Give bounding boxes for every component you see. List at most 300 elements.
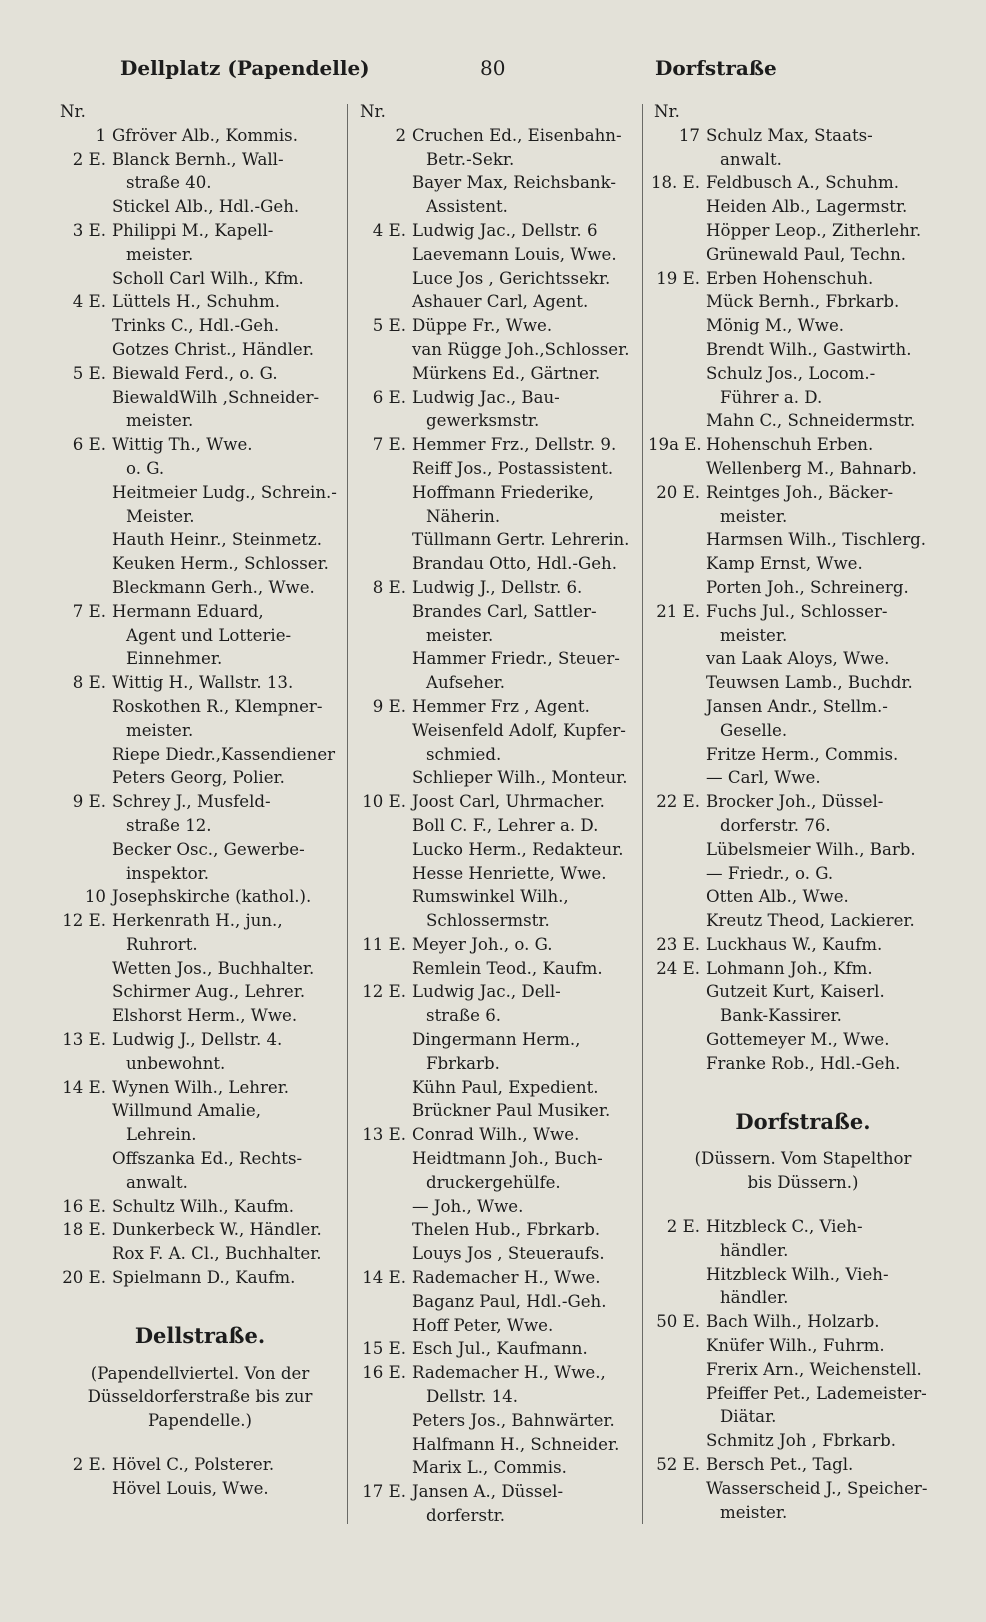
house-number (354, 1076, 412, 1100)
house-number: 24 E. (656, 958, 700, 978)
resident-line-continued: Aufseher. (426, 673, 506, 693)
resident-text (412, 1242, 640, 1266)
resident-line-continued: gewerksmstr. (426, 411, 540, 431)
resident-text (412, 1099, 640, 1123)
resident-line: Wittig Th., Wwe. (112, 435, 253, 455)
resident-line: Herkenrath H., jun., (112, 911, 283, 931)
resident-text (112, 552, 346, 576)
resident-text (112, 1147, 346, 1195)
directory-entry (648, 433, 958, 457)
directory-entry (354, 980, 640, 1028)
resident-text (112, 790, 346, 838)
resident-line: Peters Georg, Polier. (112, 768, 285, 788)
resident-line: Jansen Andr., Stellm.- (706, 696, 888, 716)
resident-line: Brandes Carl, Sattler- (412, 601, 597, 621)
directory-entry (354, 933, 640, 957)
resident-line: Wetten Jos., Buchhalter. (112, 958, 315, 978)
directory-entry (354, 719, 640, 767)
house-number (648, 1477, 706, 1525)
resident-text (412, 267, 640, 291)
resident-line-continued: unbewohnt. (126, 1053, 226, 1073)
house-number (354, 1290, 412, 1314)
resident-text (412, 362, 640, 386)
directory-entry (648, 362, 958, 410)
resident-text (412, 980, 640, 1028)
resident-text (706, 409, 958, 433)
resident-text (706, 481, 958, 529)
house-number (648, 862, 706, 886)
house-number: 10 E. (362, 792, 406, 812)
resident-line: Ashauer Carl, Agent. (412, 292, 589, 312)
house-number (54, 766, 112, 790)
resident-text (412, 1123, 640, 1147)
house-number: 4 E. (372, 220, 406, 240)
directory-entry (648, 862, 958, 886)
resident-line: Hövel C., Polsterer. (112, 1455, 275, 1475)
resident-line: Josephskirche (kathol.). (112, 887, 312, 907)
resident-text (706, 219, 958, 243)
directory-entry (54, 552, 346, 576)
directory-entry (354, 433, 640, 457)
resident-line: Hesse Henriette, Wwe. (412, 863, 607, 883)
directory-entry (54, 790, 346, 838)
house-number (648, 362, 706, 410)
house-number (54, 314, 112, 338)
column-divider (642, 104, 643, 1524)
resident-line: Brandau Otto, Hdl.-Geh. (412, 554, 617, 574)
section-note-line: bis Düssern.) (747, 1173, 859, 1193)
house-number (354, 481, 412, 529)
directory-entry (54, 528, 346, 552)
directory-entry (354, 814, 640, 838)
house-number (354, 814, 412, 838)
resident-text (412, 1314, 640, 1338)
column-divider (347, 104, 348, 1524)
resident-text (412, 600, 640, 648)
resident-line: Stickel Alb., Hdl.-Geh. (112, 197, 300, 217)
directory-entry (648, 481, 958, 529)
house-number: 6 E. (372, 387, 406, 407)
resident-text (112, 1099, 346, 1147)
house-number: 12 E. (62, 911, 106, 931)
resident-line-continued: Näherin. (426, 506, 501, 526)
directory-entry (648, 1382, 958, 1430)
resident-line-continued: druckergehülfe. (426, 1172, 561, 1192)
resident-text (706, 957, 958, 981)
house-number (354, 1456, 412, 1480)
house-number: 7 E. (72, 601, 106, 621)
directory-entry (354, 576, 640, 600)
resident-text (112, 195, 346, 219)
directory-entry (354, 1123, 640, 1147)
entry-list (54, 124, 346, 1290)
resident-text (706, 1052, 958, 1076)
house-number: 2 E. (72, 149, 106, 169)
house-number: 2 E. (666, 1217, 700, 1237)
resident-line-continued: händler. (720, 1288, 789, 1308)
resident-line: Cruchen Ed., Eisenbahn- (412, 125, 622, 145)
resident-line: Schmitz Joh , Fbrkarb. (706, 1431, 897, 1451)
directory-entry (354, 1028, 640, 1076)
resident-line-continued: o. G. (126, 458, 165, 478)
house-number: 17 (678, 125, 700, 145)
directory-entry (54, 885, 346, 909)
resident-line: Boll C. F., Lehrer a. D. (412, 815, 599, 835)
resident-text (706, 1310, 958, 1334)
directory-entry (54, 838, 346, 886)
resident-line: Porten Joh., Schreinerg. (706, 577, 909, 597)
resident-text (112, 124, 346, 148)
resident-line: Hauth Heinr., Steinmetz. (112, 530, 322, 550)
resident-line: Wittig H., Wallstr. 13. (112, 673, 294, 693)
house-number (648, 1358, 706, 1382)
resident-line: — Carl, Wwe. (706, 768, 821, 788)
resident-line: Gotzes Christ., Händler. (112, 339, 315, 359)
resident-text (112, 290, 346, 314)
resident-line: Roskothen R., Klempner- (112, 696, 323, 716)
house-number (648, 647, 706, 671)
directory-entry (648, 457, 958, 481)
resident-text (706, 862, 958, 886)
resident-line: Biewald Ferd., o. G. (112, 363, 278, 383)
resident-line-continued: meister. (720, 506, 788, 526)
directory-entry (354, 862, 640, 886)
resident-text (706, 671, 958, 695)
directory-entry (54, 1242, 346, 1266)
directory-entry (354, 1480, 640, 1528)
directory-entry (354, 528, 640, 552)
resident-line-continued: Schlossermstr. (426, 911, 550, 931)
house-number (648, 695, 706, 743)
resident-line: Dingermann Herm., (412, 1030, 581, 1050)
resident-text (412, 1290, 640, 1314)
resident-line: Heiden Alb., Lagermstr. (706, 197, 908, 217)
resident-line: Philippi M., Kapell- (112, 220, 274, 240)
house-number (648, 552, 706, 576)
house-number: 2 (395, 125, 406, 145)
resident-text (706, 647, 958, 671)
resident-text (706, 362, 958, 410)
directory-entry (54, 386, 346, 434)
house-number (354, 362, 412, 386)
resident-text (706, 552, 958, 576)
house-number (54, 481, 112, 529)
resident-text (706, 695, 958, 743)
resident-text (706, 1477, 958, 1525)
directory-entry (54, 481, 346, 529)
house-number (354, 1314, 412, 1338)
directory-entry (354, 885, 640, 933)
house-number (648, 409, 706, 433)
directory-entry (648, 1334, 958, 1358)
resident-line-continued: Fbrkarb. (426, 1053, 500, 1073)
house-number (54, 838, 112, 886)
house-number (354, 647, 412, 695)
house-number (648, 1334, 706, 1358)
resident-line-continued: dorferstr. 76. (720, 815, 831, 835)
resident-line-continued: straße 40. (126, 173, 212, 193)
resident-line-continued: Dellstr. 14. (426, 1387, 518, 1407)
resident-text (412, 219, 640, 243)
house-number: 20 E. (62, 1268, 106, 1288)
nr-label: Nr. (654, 102, 680, 121)
nr-label: Nr. (360, 102, 386, 121)
resident-text (412, 528, 640, 552)
resident-line: Frerix Arn., Weichenstell. (706, 1359, 922, 1379)
resident-line: Louys Jos , Steueraufs. (412, 1244, 605, 1264)
resident-line: Bersch Pet., Tagl. (706, 1455, 854, 1475)
resident-text (412, 1076, 640, 1100)
resident-text (706, 290, 958, 314)
house-number: 8 E. (372, 577, 406, 597)
directory-entry (648, 409, 958, 433)
resident-line: Feldbusch A., Schuhm. (706, 173, 899, 193)
resident-line: Hövel Louis, Wwe. (112, 1478, 269, 1498)
resident-line: Brückner Paul Musiker. (412, 1101, 611, 1121)
resident-line: Kamp Ernst, Wwe. (706, 554, 863, 574)
resident-text (706, 243, 958, 267)
resident-line: — Friedr., o. G. (706, 863, 834, 883)
resident-text (706, 1358, 958, 1382)
house-number (648, 1382, 706, 1430)
directory-entry (354, 124, 640, 172)
house-number (354, 267, 412, 291)
house-number (648, 838, 706, 862)
directory-entry (354, 790, 640, 814)
section-note (648, 1147, 958, 1195)
resident-text (112, 386, 346, 434)
resident-line: Hohenschuh Erben. (706, 435, 874, 455)
house-number (354, 1409, 412, 1433)
directory-entry (54, 671, 346, 695)
resident-text (412, 1409, 640, 1433)
resident-line-continued: straße 12. (126, 815, 212, 835)
resident-line: Joost Carl, Uhrmacher. (412, 792, 605, 812)
directory-entry (54, 1099, 346, 1147)
resident-text (412, 933, 640, 957)
house-number (354, 1433, 412, 1457)
directory-entry (648, 1358, 958, 1382)
house-number: 22 E. (656, 792, 700, 812)
resident-line: Lucko Herm., Redakteur. (412, 839, 624, 859)
resident-line: Dunkerbeck W., Händler. (112, 1220, 322, 1240)
house-number: 5 E. (372, 316, 406, 336)
resident-text (112, 885, 346, 909)
resident-text (412, 695, 640, 719)
house-number (648, 576, 706, 600)
directory-entry (648, 838, 958, 862)
directory-entry (54, 314, 346, 338)
resident-text (706, 171, 958, 195)
directory-entry (648, 790, 958, 838)
resident-text (112, 148, 346, 196)
resident-line: Kühn Paul, Expedient. (412, 1077, 599, 1097)
house-number: 14 E. (362, 1268, 406, 1288)
house-number (54, 743, 112, 767)
entry-list (54, 1453, 346, 1501)
resident-text (706, 314, 958, 338)
resident-line: Wynen Wilh., Lehrer. (112, 1077, 290, 1097)
resident-line: Spielmann D., Kaufm. (112, 1268, 296, 1288)
resident-line: Meyer Joh., o. G. (412, 934, 553, 954)
directory-entry (54, 338, 346, 362)
resident-text (706, 124, 958, 172)
section-note-line: Düsseldorferstraße bis zur (87, 1387, 313, 1407)
resident-text (412, 481, 640, 529)
resident-line: Hitzbleck C., Vieh- (706, 1217, 863, 1237)
resident-line: Schlieper Wilh., Monteur. (412, 768, 628, 788)
resident-text (412, 1456, 640, 1480)
resident-text (412, 647, 640, 695)
directory-entry (648, 766, 958, 790)
house-number: 19a E. (648, 435, 702, 455)
house-number: 23 E. (656, 934, 700, 954)
house-number (648, 219, 706, 243)
directory-entry (54, 1076, 346, 1100)
house-number: 18. E. (650, 173, 700, 193)
resident-line: Offszanka Ed., Rechts- (112, 1149, 303, 1169)
directory-entry (54, 124, 346, 148)
resident-text (112, 267, 346, 291)
directory-entry (354, 362, 640, 386)
resident-text (706, 933, 958, 957)
section-note-line: (Düssern. Vom Stapelthor (694, 1149, 912, 1169)
resident-line: Wasserscheid J., Speicher- (706, 1478, 928, 1498)
directory-entry (54, 576, 346, 600)
resident-line: Gutzeit Kurt, Kaiserl. (706, 982, 885, 1002)
entry-list (354, 124, 640, 1528)
resident-text (112, 766, 346, 790)
directory-entry (354, 290, 640, 314)
directory-entry (54, 957, 346, 981)
directory-entry (648, 743, 958, 767)
header-right: Dorfstraße (655, 56, 777, 80)
directory-entry (648, 1215, 958, 1263)
resident-line: Trinks C., Hdl.-Geh. (112, 316, 280, 336)
resident-line: Schulz Jos., Locom.- (706, 363, 876, 383)
resident-text (112, 1195, 346, 1219)
resident-line-continued: anwalt. (720, 149, 782, 169)
resident-text (112, 481, 346, 529)
directory-entry (54, 1453, 346, 1477)
house-number: 9 E. (372, 696, 406, 716)
resident-line-continued: meister. (126, 720, 194, 740)
running-header (60, 56, 960, 86)
resident-line: Hoff Peter, Wwe. (412, 1315, 554, 1335)
resident-line-continued: Meister. (126, 506, 195, 526)
resident-text (112, 1477, 346, 1501)
house-number: 9 E. (72, 792, 106, 812)
house-number (54, 695, 112, 743)
resident-line: Lohmann Joh., Kfm. (706, 958, 873, 978)
resident-line-continued: inspektor. (126, 863, 210, 883)
resident-text (412, 862, 640, 886)
resident-text (706, 433, 958, 457)
house-number: 13 E. (362, 1125, 406, 1145)
directory-entry (648, 552, 958, 576)
resident-text (112, 600, 346, 671)
resident-text (412, 766, 640, 790)
resident-line: Peters Jos., Bahnwärter. (412, 1410, 615, 1430)
house-number (648, 1263, 706, 1311)
resident-line: Otten Alb., Wwe. (706, 887, 849, 907)
directory-entry (648, 338, 958, 362)
resident-line: Laevemann Louis, Wwe. (412, 244, 617, 264)
resident-text (412, 1147, 640, 1195)
house-number (54, 552, 112, 576)
house-number (354, 290, 412, 314)
resident-text (412, 838, 640, 862)
resident-line: Rumswinkel Wilh., (412, 887, 569, 907)
directory-entry (354, 171, 640, 219)
entry-list (648, 1215, 958, 1524)
house-number (354, 457, 412, 481)
house-number (648, 743, 706, 767)
directory-entry (648, 576, 958, 600)
resident-line: Höpper Leop., Zitherlehr. (706, 220, 922, 240)
house-number (354, 766, 412, 790)
directory-entry (354, 1433, 640, 1457)
resident-line-continued: anwalt. (126, 1172, 188, 1192)
house-number (54, 980, 112, 1004)
resident-text (706, 1453, 958, 1477)
section-title: Dellstraße. (134, 1322, 266, 1348)
directory-entry (354, 1456, 640, 1480)
directory-entry (354, 600, 640, 648)
resident-line: Baganz Paul, Hdl.-Geh. (412, 1291, 607, 1311)
directory-entry (54, 695, 346, 743)
resident-text (706, 600, 958, 648)
house-number (54, 1004, 112, 1028)
directory-entry (54, 980, 346, 1004)
resident-line-continued: straße 6. (426, 1006, 502, 1026)
house-number (648, 528, 706, 552)
resident-text (706, 1334, 958, 1358)
house-number (54, 1147, 112, 1195)
house-number (354, 338, 412, 362)
directory-entry (354, 386, 640, 434)
directory-entry (648, 1477, 958, 1525)
resident-text (706, 980, 958, 1028)
resident-line-continued: Betr.-Sekr. (426, 149, 515, 169)
resident-line: Erben Hohenschuh. (706, 268, 874, 288)
directory-entry (54, 1147, 346, 1195)
directory-entry (648, 671, 958, 695)
resident-line: Ludwig Jac., Dellstr. 6 (412, 220, 598, 240)
resident-text (412, 386, 640, 434)
directory-entry (54, 600, 346, 671)
resident-line-continued: Einnehmer. (126, 649, 223, 669)
directory-entry (354, 1147, 640, 1195)
section-note-line: Papendelle.) (147, 1411, 253, 1431)
directory-entry (354, 766, 640, 790)
house-number (648, 1429, 706, 1453)
resident-text (706, 885, 958, 909)
resident-text (412, 814, 640, 838)
resident-line: Fuchs Jul., Schlosser- (706, 601, 888, 621)
directory-entry (54, 1477, 346, 1501)
directory-entry (354, 1218, 640, 1242)
resident-text (706, 1263, 958, 1311)
resident-line-continued: Führer a. D. (720, 387, 823, 407)
house-number (54, 957, 112, 981)
resident-line: van Laak Aloys, Wwe. (706, 649, 890, 669)
resident-text (112, 743, 346, 767)
resident-line-continued: Agent und Lotterie- (126, 625, 292, 645)
resident-text (706, 743, 958, 767)
directory-entry (648, 980, 958, 1028)
resident-line: Hammer Friedr., Steuer- (412, 649, 620, 669)
